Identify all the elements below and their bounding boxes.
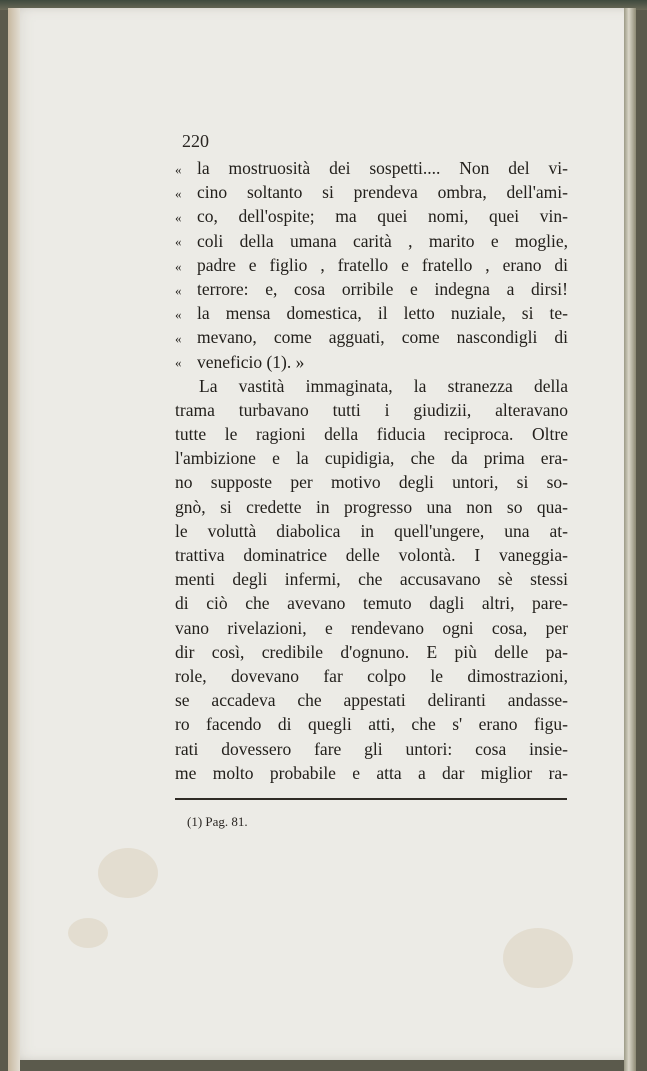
footnote-rule [175,798,567,800]
quote-mark: « [175,282,182,298]
line-text: role, dovevano far colpo le dimostrazioni, [175,665,568,686]
footnote: (1) Pag. 81. [187,814,248,829]
quote-mark: « [175,307,182,322]
text-line [175,398,568,422]
line-text: vano rivelazioni, e rendevano ogni cosa, per [175,617,568,638]
line-text: cino soltanto si prendeva ombra, dell'ami- [197,182,568,203]
text-line [175,591,568,615]
page-number: 220 [182,131,209,151]
text-line [175,204,568,228]
line-text: me molto probabile e atta a dar miglior ra- [175,762,568,783]
text-line [175,422,568,446]
line-text: co, dell'ospite; ma quei nomi, quei vin- [197,206,568,227]
text-line [175,712,568,736]
text-line [175,350,568,374]
line-text: terrore: e, cosa orribile e indegna a dirsi! [197,278,568,299]
line-text: tutte le ragioni della fiducia reciproca. Oltre [175,424,568,445]
page-gutter [8,8,20,1071]
line-text: dir così, credibile d'ognuno. E più delle pa- [175,641,568,662]
line-text: no supposte per motivo degli untori, si so- [175,472,568,493]
line-text: veneficio (1). » [197,351,305,372]
text-line [175,325,568,349]
text-line [175,253,568,277]
line-text: coli della umana carità , marito e moglie, [197,230,568,251]
body-text [175,156,568,785]
line-text: mevano, come agguati, come nascondigli di [197,327,568,348]
text-line [175,567,568,591]
text-line [175,616,568,640]
quote-mark: « [175,331,182,347]
line-text: trattiva dominatrice delle volontà. I vaneggia- [175,545,568,565]
text-line [175,688,568,712]
quote-mark: « [175,210,182,226]
line-text: rati dovessero fare gli untori: cosa insie- [175,738,568,759]
text-line [175,519,568,543]
quote-mark: « [175,355,182,371]
line-text: ro facendo di quegli atti, che s' erano figu- [175,714,568,735]
text-line [175,229,568,253]
line-text: se accadeva che appestati deliranti andasse- [175,690,568,711]
text-line [175,374,568,398]
text-line [175,495,568,519]
line-text: menti degli infermi, che accusavano sè stessi [175,569,568,590]
quote-mark: « [175,186,182,202]
line-text: trama turbavano tutti i giudizii, alteravano [175,399,568,420]
line-text: gnò, si credette in progresso una non so qua- [175,496,568,517]
quote-mark: « [175,258,182,274]
line-text: di ciò che avevano temuto dagli altri, pare- [175,593,568,614]
quote-mark: « [175,161,182,177]
text-line [175,470,568,494]
paper-stain [68,918,108,948]
line-text: la mensa domestica, il letto nuziale, si te- [197,303,568,324]
quote-mark: « [175,234,182,250]
line-text: l'ambizione e la cupidigia, che da prima era- [175,448,568,469]
text-line [175,737,568,761]
paper-stain [98,848,158,898]
page-edge [624,8,636,1071]
paper-stain [503,928,573,988]
line-text: le voluttà diabolica in quell'ungere, una at- [175,520,568,541]
text-line [175,543,568,567]
text-line [175,277,568,301]
text-line [175,640,568,664]
text-line [175,664,568,688]
text-line [175,446,568,470]
line-text: la mostruosità dei sospetti.... Non del vi- [197,158,568,178]
line-text: padre e figlio , fratello e fratello , erano di [197,254,568,275]
text-line [175,180,568,204]
text-line [175,761,568,785]
text-line [175,301,568,325]
line-text: La vastità immaginata, la stranezza della [199,375,568,396]
text-line [175,156,568,180]
